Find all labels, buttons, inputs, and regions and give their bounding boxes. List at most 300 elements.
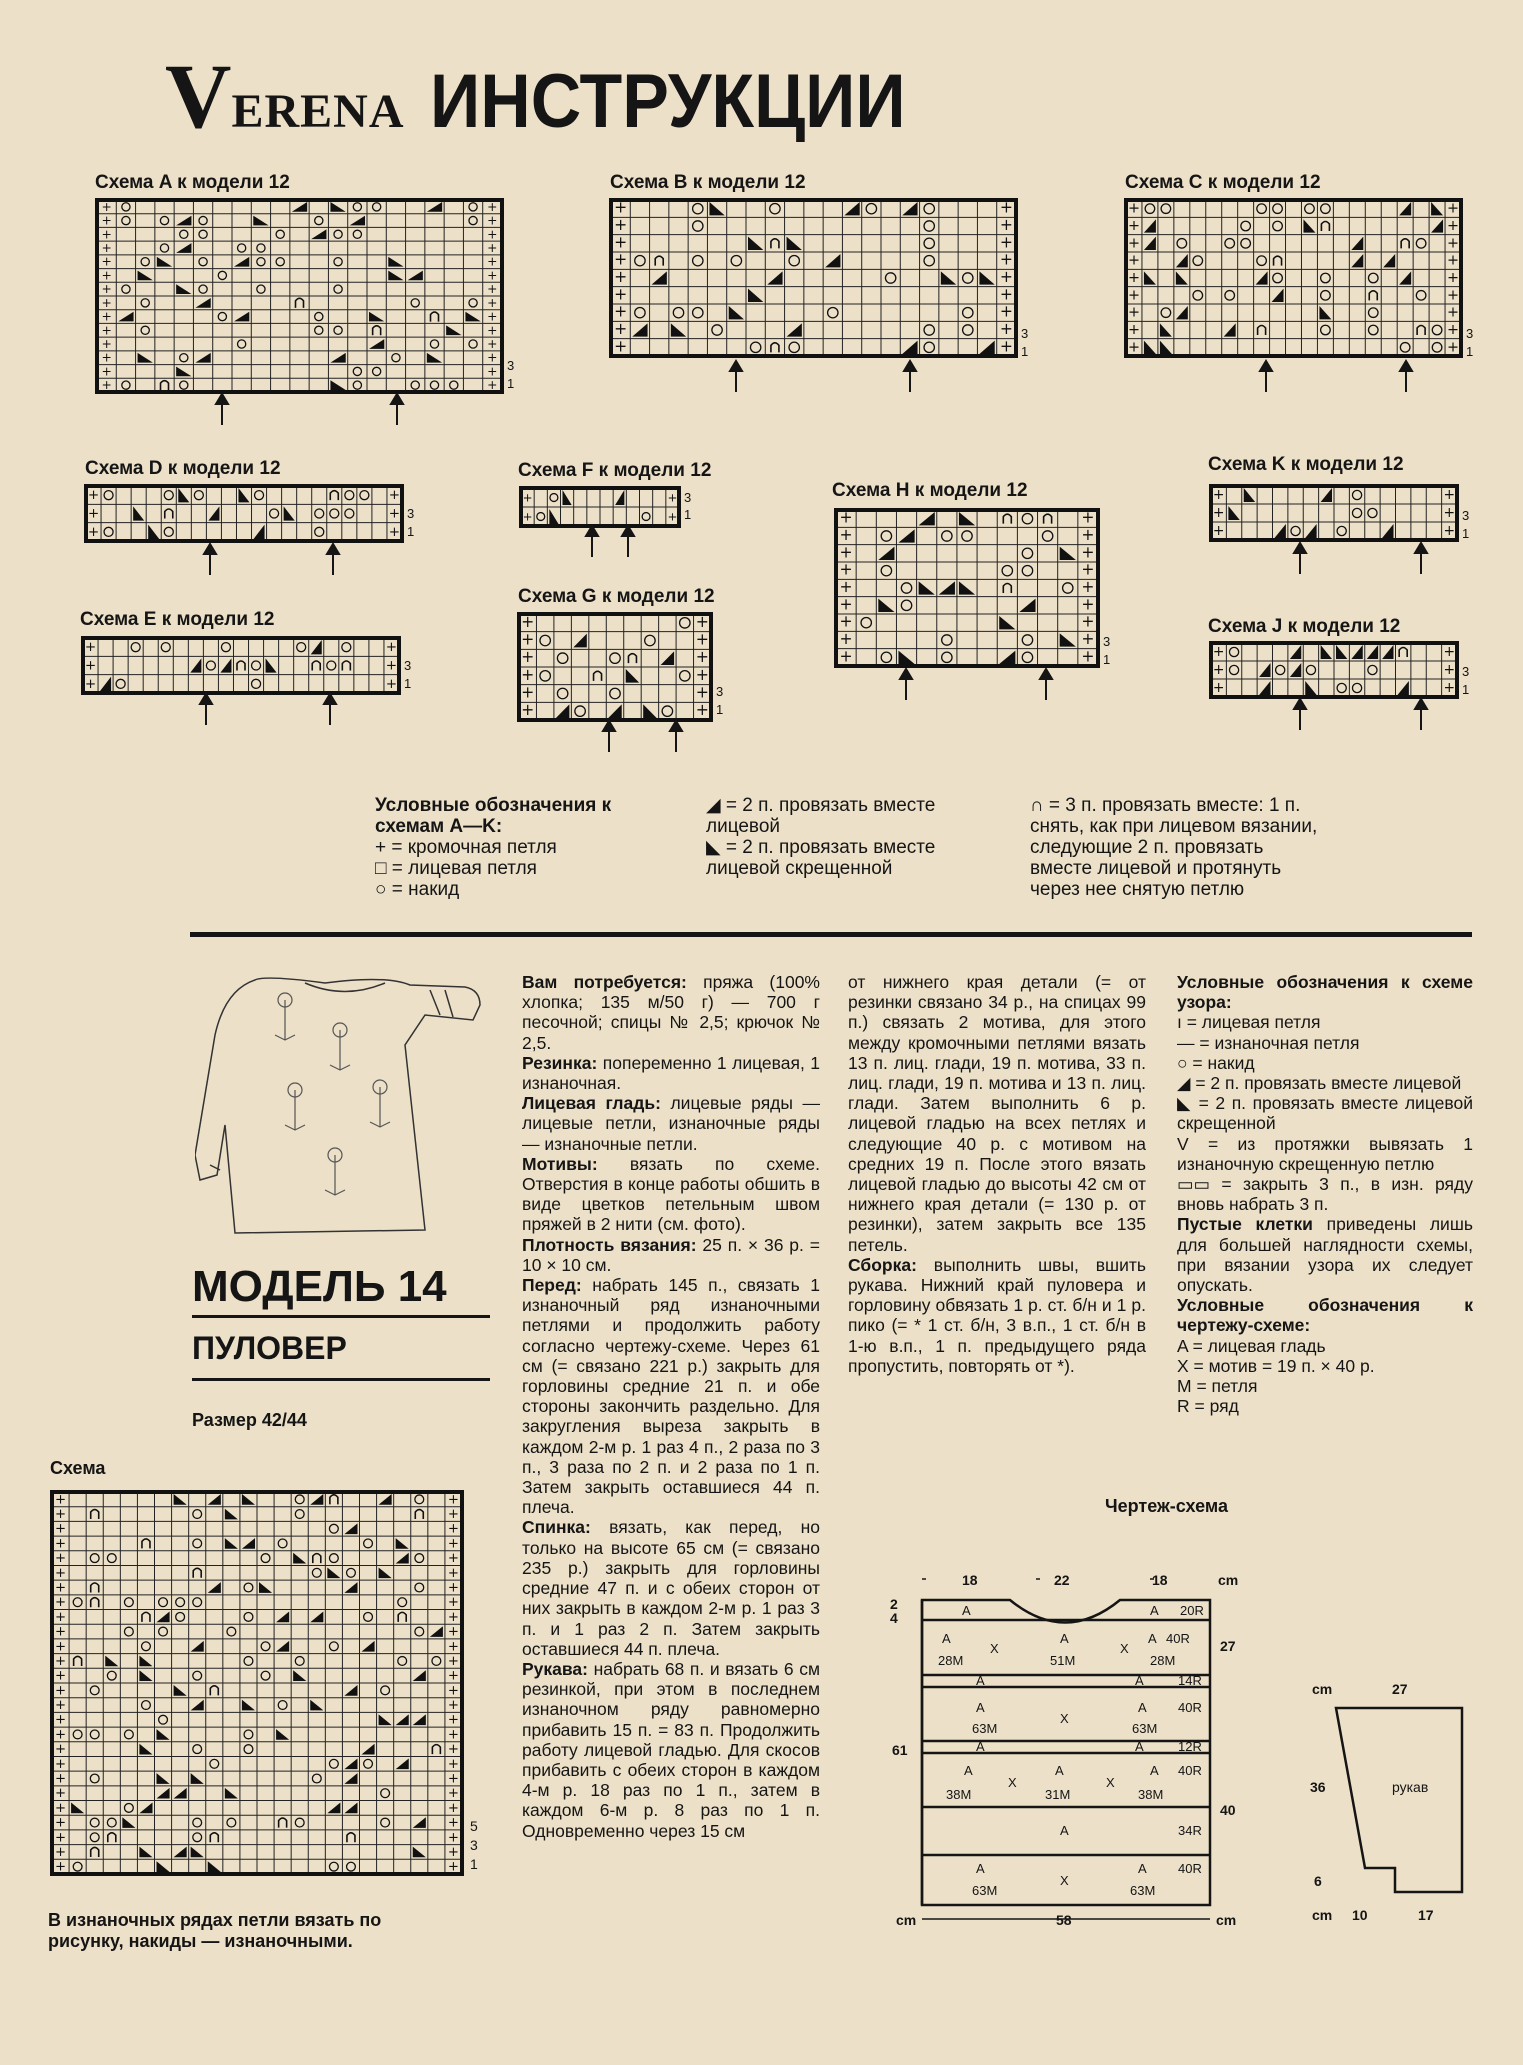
- svg-text:+: +: [55, 1492, 67, 1508]
- svg-text:+: +: [1212, 680, 1225, 696]
- svg-text:+: +: [447, 1536, 459, 1552]
- para-text: вязать по схеме. Отверстия в конце работы обшить в виде цветков петельным швом пряжей в 2 нити (см. фото).: [522, 1153, 820, 1235]
- svg-text:+: +: [614, 250, 628, 269]
- svg-text:+: +: [614, 302, 628, 321]
- drawing-label: A: [1060, 1631, 1069, 1646]
- drawing-label: A: [1060, 1823, 1069, 1838]
- paragraph: [1177, 1376, 1473, 1396]
- svg-text:+: +: [447, 1712, 459, 1728]
- paragraph: [1177, 1295, 1473, 1335]
- para-heading: Резинка:: [522, 1052, 598, 1073]
- svg-text:+: +: [695, 682, 709, 702]
- chart-title-a: Схема A к модели 12: [95, 172, 290, 193]
- row-label: 3: [1462, 508, 1470, 523]
- legend-ak: [375, 795, 675, 900]
- drawing-label: A: [1135, 1673, 1144, 1688]
- dim-right: 40: [1220, 1802, 1236, 1818]
- svg-text:+: +: [87, 487, 100, 504]
- schema-label: Схема: [50, 1458, 106, 1478]
- para-heading: Условные обозначения к чертежу-схеме:: [1177, 1295, 1473, 1336]
- svg-text:+: +: [1443, 662, 1456, 678]
- svg-text:+: +: [999, 233, 1013, 252]
- schema-note: В изнаночных рядах петли вязать по рисунку, накиды — изнаночными.: [48, 1910, 382, 1951]
- row-label: 3: [1466, 326, 1474, 341]
- svg-text:+: +: [1443, 487, 1456, 503]
- model-schema-chart: [52, 1492, 468, 1880]
- svg-text:+: +: [1447, 252, 1460, 269]
- svg-text:+: +: [614, 216, 628, 234]
- svg-text:+: +: [614, 198, 628, 217]
- drawing-label: A: [976, 1673, 985, 1688]
- svg-text:+: +: [55, 1521, 67, 1537]
- paragraph: [522, 1659, 820, 1841]
- svg-text:+: +: [667, 490, 678, 505]
- title-underline: [192, 1315, 490, 1318]
- drawing-label: A: [1150, 1763, 1159, 1778]
- svg-text:+: +: [1127, 270, 1140, 286]
- svg-text:+: +: [1081, 543, 1095, 562]
- chart-title-g: Схема G к модели 12: [518, 586, 715, 607]
- drawing-label: A: [964, 1763, 973, 1778]
- size-label: Размер 42/44: [192, 1410, 307, 1430]
- para-text: выполнить швы, вшить рукава. Нижний край пуловера и горловину обвязать 1 р. ст. б/н и 1 р. пико (= * 1 ст. б/н, 3 в.п., 1 ст. б/н в 1-ю в.п., 1 п. предыдущего ряда пропустить, повторять от *).: [848, 1254, 1146, 1376]
- svg-text:+: +: [1212, 505, 1225, 521]
- svg-text:+: +: [447, 1844, 459, 1860]
- svg-text:+: +: [55, 1683, 67, 1699]
- drawing-label: A: [1135, 1739, 1144, 1754]
- drawing-label: 28M: [1150, 1653, 1176, 1668]
- drawing-label: 63M: [1130, 1883, 1156, 1898]
- row-label: 1: [470, 1856, 478, 1872]
- svg-text:+: +: [55, 1712, 67, 1728]
- svg-text:+: +: [447, 1859, 459, 1875]
- svg-text:+: +: [999, 337, 1013, 356]
- drawing-label: 40R: [1166, 1631, 1190, 1646]
- svg-text:+: +: [614, 268, 628, 286]
- svg-text:+: +: [55, 1771, 67, 1787]
- svg-text:+: +: [101, 337, 112, 351]
- svg-text:+: +: [487, 268, 498, 283]
- svg-text:+: +: [87, 505, 100, 522]
- drawing-label: 63M: [972, 1721, 998, 1736]
- svg-text:+: +: [55, 1727, 67, 1743]
- pullover-title: ПУЛОВЕР: [192, 1330, 347, 1366]
- svg-text:+: +: [447, 1668, 459, 1684]
- row-label: 3: [407, 506, 415, 521]
- svg-text:+: +: [1212, 662, 1225, 678]
- drawing-label: A: [1150, 1603, 1159, 1618]
- paragraph: [522, 1053, 820, 1093]
- legend-item: ◣ = 2 п. провязать вместе лицевой скрещенной: [706, 837, 936, 879]
- svg-text:+: +: [101, 254, 112, 269]
- svg-text:+: +: [447, 1800, 459, 1816]
- row-label: 1: [1103, 652, 1111, 667]
- legend-item: ∩ = 3 п. провязать вместе: 1 п. снять, как при лицевом вязании, следующие 2 п. провязать вместе лицевой и протянуть через нее снятую петлю: [1030, 795, 1318, 900]
- svg-text:+: +: [385, 657, 398, 674]
- dim-left: 2: [890, 1596, 898, 1612]
- paragraph: [1177, 1336, 1473, 1356]
- paragraph: [848, 1255, 1146, 1376]
- svg-text:+: +: [839, 560, 853, 579]
- drawing-label: 12R: [1178, 1739, 1202, 1754]
- row-label: 3: [470, 1837, 478, 1853]
- para-text: набрать 68 п. и вязать 6 см резинкой, при этом в последнем изнаночном ряду равномерно прибавить 15 п. = 83 п. Продолжить работу лицевой гладью. Для скосов прибавить с обеих сторон в каждом 4-м р. 18 раз по 1 п., затем в каждом 6-м р. 8 раз по 1 п. Одновременно через 15 см: [522, 1658, 820, 1841]
- sleeve-unit: cm: [1312, 1681, 1333, 1697]
- svg-text:+: +: [839, 630, 853, 648]
- row-label: 1: [507, 376, 515, 391]
- svg-text:+: +: [521, 682, 535, 702]
- svg-text:+: +: [101, 213, 112, 228]
- drawing-label: 51M: [1050, 1653, 1076, 1668]
- svg-text:+: +: [839, 595, 853, 614]
- chart-title-h: Схема H к модели 12: [832, 480, 1028, 501]
- sleeve-unit: cm: [1312, 1907, 1333, 1923]
- legend-title: Условные обозначения к схемам A—K:: [375, 795, 612, 837]
- dim-left: 4: [890, 1610, 898, 1626]
- svg-text:+: +: [388, 523, 401, 540]
- row-label: 3: [507, 358, 515, 373]
- svg-text:+: +: [447, 1742, 459, 1758]
- svg-text:+: +: [84, 675, 97, 692]
- dim-unit: cm: [1216, 1912, 1237, 1928]
- svg-text:+: +: [1212, 523, 1225, 539]
- para-heading: Лицевая гладь:: [522, 1093, 661, 1114]
- legend-item: ◢ = 2 п. провязать вместе лицевой: [706, 795, 936, 837]
- svg-text:+: +: [487, 227, 498, 242]
- svg-text:+: +: [101, 350, 112, 365]
- svg-text:+: +: [487, 241, 498, 255]
- svg-text:+: +: [1447, 235, 1460, 252]
- svg-text:+: +: [521, 629, 535, 649]
- para-heading: Пустые клетки: [1177, 1214, 1313, 1235]
- svg-text:+: +: [1127, 322, 1140, 338]
- text-column-3: [1177, 972, 1473, 1416]
- svg-text:+: +: [385, 675, 398, 692]
- svg-text:+: +: [487, 337, 498, 351]
- drawing-label: A: [1148, 1631, 1157, 1646]
- svg-text:+: +: [999, 268, 1013, 286]
- svg-text:+: +: [487, 254, 498, 269]
- svg-text:+: +: [839, 647, 853, 666]
- svg-text:+: +: [1127, 252, 1140, 269]
- motif-arrows: [0, 0, 1523, 760]
- svg-text:+: +: [101, 378, 112, 393]
- row-label: 3: [1021, 326, 1029, 341]
- svg-text:+: +: [447, 1698, 459, 1714]
- paragraph: [522, 1093, 820, 1154]
- para-text: лицевые ряды — лицевые петли, изнаночные ряды — изнаночные петли.: [522, 1093, 820, 1154]
- page-title: ИНСТРУКЦИИ: [430, 59, 907, 144]
- drawing-label: 40R: [1178, 1861, 1202, 1876]
- sleeve-drawing: [1300, 1670, 1500, 1940]
- svg-text:+: +: [1127, 200, 1140, 217]
- drawing-label: 34R: [1178, 1823, 1202, 1838]
- svg-text:+: +: [447, 1830, 459, 1846]
- drawing-label: A: [1138, 1700, 1147, 1715]
- svg-text:+: +: [101, 323, 112, 338]
- legend-item: □ = лицевая петля: [375, 858, 537, 879]
- svg-text:+: +: [999, 285, 1013, 304]
- svg-text:+: +: [55, 1595, 67, 1611]
- svg-text:+: +: [101, 241, 112, 255]
- legend-ak-col2: [706, 795, 1006, 879]
- svg-text:+: +: [487, 378, 498, 393]
- svg-text:+: +: [447, 1786, 459, 1802]
- drawing-label: X: [1120, 1641, 1129, 1656]
- chart-title-f: Схема F к модели 12: [518, 460, 712, 481]
- para-text: ◢ = 2 п. провязать вместе лицевой: [1177, 1073, 1462, 1094]
- svg-text:+: +: [1081, 630, 1095, 648]
- row-label: 3: [404, 658, 412, 673]
- para-text: 25 п. × 36 р. = 10 × 10 см.: [522, 1234, 820, 1275]
- svg-text:+: +: [55, 1786, 67, 1802]
- para-text: от нижнего края детали (= от резинки связано 34 р., на спицах 99 п.) связать 2 мотива, для этого между кромочными петлями вязать 13 п. лиц. глади, 19 п. мотива, 33 п. лиц. глади, 19 п. мотива и 13 п. лиц. глади. Затем выполнить 6 р. лицевой гладью на всех петлях и следующие 40 р. с мотивом на средних 19 п. После этого вязать лицевой гладью до высоты 42 см от нижнего края детали (= 130 р. от резинки), затем закрыть все 135 петель.: [848, 972, 1146, 1255]
- subtitle-underline: [192, 1378, 490, 1381]
- text-column-2: [848, 972, 1146, 1376]
- svg-text:+: +: [447, 1551, 459, 1567]
- sleeve-dim: 10: [1352, 1907, 1368, 1923]
- svg-text:+: +: [55, 1653, 67, 1669]
- svg-text:+: +: [385, 639, 398, 656]
- para-text: X = мотив = 19 п. × 40 р.: [1177, 1355, 1375, 1376]
- row-label: 3: [684, 490, 692, 505]
- paragraph: [1177, 1033, 1473, 1053]
- section-divider: [190, 932, 1472, 937]
- dim-left: 61: [892, 1742, 908, 1758]
- drawing-label: 63M: [972, 1883, 998, 1898]
- svg-text:+: +: [667, 509, 678, 524]
- svg-text:+: +: [101, 309, 112, 324]
- svg-text:+: +: [447, 1653, 459, 1669]
- svg-text:+: +: [487, 323, 498, 338]
- svg-text:+: +: [839, 526, 853, 544]
- svg-text:+: +: [487, 213, 498, 228]
- paragraph: [1177, 1396, 1473, 1416]
- svg-text:+: +: [55, 1742, 67, 1758]
- para-text: вязать, как перед, но только на высоте 65 см (= связано 235 р.) закрыть для горловины средние 47 п. и с обеих сторон от них закрыть в каждом 2-м р. 1 раз 3 п. и 1 раз 2 п. Затем закрыть оставшиеся 44 п. плеча.: [522, 1517, 820, 1659]
- svg-text:+: +: [447, 1565, 459, 1581]
- svg-text:+: +: [55, 1756, 67, 1772]
- svg-text:+: +: [695, 700, 709, 720]
- svg-text:+: +: [101, 268, 112, 283]
- legend-ak-col3: [1030, 795, 1330, 900]
- svg-text:+: +: [839, 612, 853, 631]
- drawing-label: X: [990, 1641, 999, 1656]
- sleeve-label: рукав: [1392, 1779, 1429, 1795]
- drawing-label: 38M: [946, 1787, 972, 1802]
- paragraph: [1177, 1356, 1473, 1376]
- svg-text:+: +: [101, 364, 112, 379]
- paragraph: [522, 1154, 820, 1235]
- row-label: 3: [1462, 664, 1470, 679]
- svg-text:+: +: [388, 487, 401, 504]
- svg-text:+: +: [1443, 523, 1456, 539]
- drawing-label: 14R: [1178, 1673, 1202, 1688]
- svg-text:+: +: [87, 523, 100, 540]
- svg-text:+: +: [55, 1815, 67, 1831]
- paragraph: [1177, 1053, 1473, 1073]
- chart-title-k: Схема K к модели 12: [1208, 454, 1404, 475]
- drawing-label: A: [962, 1603, 971, 1618]
- svg-text:+: +: [999, 320, 1013, 338]
- svg-text:+: +: [1447, 304, 1460, 321]
- svg-text:+: +: [839, 578, 853, 596]
- svg-text:+: +: [1127, 218, 1140, 234]
- drawing-label: 31M: [1045, 1787, 1071, 1802]
- svg-text:+: +: [55, 1536, 67, 1552]
- drawing-label: A: [976, 1739, 985, 1754]
- model-title: МОДЕЛЬ 14: [192, 1262, 447, 1311]
- row-label: 1: [1462, 682, 1470, 697]
- svg-text:+: +: [487, 350, 498, 365]
- drawing-label: 63M: [1132, 1721, 1158, 1736]
- svg-text:+: +: [1447, 322, 1460, 338]
- legend-item: + = кромочная петля: [375, 837, 557, 858]
- drawing-label: 40R: [1178, 1763, 1202, 1778]
- drawing-label: 40R: [1178, 1700, 1202, 1715]
- pullover-illustration: [195, 975, 495, 1235]
- svg-text:+: +: [1447, 270, 1460, 286]
- svg-text:+: +: [1443, 644, 1456, 660]
- svg-text:+: +: [1127, 339, 1140, 356]
- svg-text:+: +: [695, 647, 709, 667]
- para-text: набрать 145 п., связать 1 изнаночный ряд изнаночными петлями и продолжить работу согласно чертежу-схеме. Через 61 см (= связано 221 р.) закрыть для горловины средние 21 п. и обе стороны закончить раздельно. Для закругления выреза закрыть в каждом 2-м р. 1 раз 4 п., 2 раза по 3 п., 3 раза по 2 п. и 2 раза по 1 п. Затем закрыть оставшиеся 44 п. плеча.: [522, 1275, 820, 1518]
- svg-text:+: +: [447, 1683, 459, 1699]
- row-label: 1: [1466, 344, 1474, 359]
- paragraph: [522, 972, 820, 1053]
- svg-text:+: +: [55, 1580, 67, 1596]
- svg-text:+: +: [1212, 487, 1225, 503]
- drawing-label: A: [976, 1861, 985, 1876]
- drawing-label: 20R: [1180, 1603, 1204, 1618]
- svg-text:+: +: [839, 508, 853, 527]
- svg-text:+: +: [447, 1580, 459, 1596]
- svg-text:+: +: [1081, 526, 1095, 544]
- svg-text:+: +: [487, 364, 498, 379]
- paragraph: [522, 1235, 820, 1275]
- svg-text:+: +: [447, 1624, 459, 1640]
- svg-text:+: +: [695, 664, 709, 684]
- chart-title-b: Схема B к модели 12: [610, 172, 806, 193]
- svg-text:+: +: [447, 1639, 459, 1655]
- para-text: попеременно 1 лицевая, 1 изнаночная.: [522, 1052, 820, 1094]
- svg-text:+: +: [447, 1507, 459, 1523]
- svg-text:+: +: [1447, 339, 1460, 356]
- svg-text:+: +: [614, 337, 628, 356]
- chart-title-c: Схема C к модели 12: [1125, 172, 1321, 193]
- svg-text:+: +: [999, 198, 1013, 217]
- dim-top: 22: [1054, 1572, 1070, 1588]
- para-heading: Сборка:: [848, 1254, 917, 1275]
- svg-text:+: +: [999, 250, 1013, 269]
- drawing-label: A: [1138, 1861, 1147, 1876]
- paragraph: [1177, 1174, 1473, 1214]
- drawing-label: X: [1060, 1873, 1069, 1888]
- svg-text:+: +: [388, 505, 401, 522]
- svg-text:+: +: [447, 1756, 459, 1772]
- svg-text:+: +: [101, 282, 112, 297]
- svg-text:+: +: [521, 664, 535, 684]
- svg-text:+: +: [1081, 508, 1095, 527]
- sleeve-height: 36: [1310, 1779, 1326, 1795]
- brand-name: ERENA: [231, 85, 405, 138]
- svg-text:+: +: [1443, 505, 1456, 521]
- svg-text:+: +: [1081, 595, 1095, 614]
- svg-text:+: +: [1081, 578, 1095, 596]
- svg-text:+: +: [695, 611, 709, 631]
- dim-right: 27: [1220, 1638, 1236, 1654]
- svg-text:+: +: [614, 233, 628, 252]
- brand-initial: V: [165, 45, 232, 147]
- row-label: 1: [1021, 344, 1029, 359]
- sleeve-dim: 17: [1418, 1907, 1434, 1923]
- para-text: приведены лишь для большей наглядности схемы, при вязании узора их следует опускать.: [1177, 1214, 1473, 1296]
- drawing-label: X: [1008, 1775, 1017, 1790]
- dim-bottom: 58: [1056, 1912, 1072, 1928]
- svg-text:+: +: [1127, 304, 1140, 321]
- paragraph: [522, 1275, 820, 1517]
- para-text: V = из протяжки вывязать 1 изнаночную скрещенную петлю: [1177, 1133, 1473, 1174]
- drawing-label: A: [976, 1700, 985, 1715]
- drawing-label: X: [1106, 1775, 1115, 1790]
- drawing-label: X: [1060, 1711, 1069, 1726]
- row-label: 1: [684, 507, 692, 522]
- para-heading: Рукава:: [522, 1658, 588, 1679]
- svg-text:+: +: [447, 1492, 459, 1508]
- svg-text:+: +: [614, 285, 628, 304]
- para-heading: Спинка:: [522, 1517, 591, 1538]
- svg-text:+: +: [1081, 560, 1095, 579]
- svg-text:+: +: [84, 657, 97, 674]
- body-drawing: [880, 1565, 1260, 1935]
- drawing-label: 28M: [938, 1653, 964, 1668]
- text-column-1: [522, 972, 820, 1841]
- para-text: ▭▭ = закрыть 3 п., в изн. ряду вновь набрать 3 п.: [1177, 1174, 1473, 1215]
- chart-title-j: Схема J к модели 12: [1208, 616, 1401, 637]
- para-text: пряжа (100% хлопка; 135 м/50 г) — 700 г песочной; спицы № 2,5; крючок № 2,5.: [522, 972, 820, 1053]
- para-heading: Условные обозначения к схеме узора:: [1177, 972, 1473, 1013]
- para-text: R = ряд: [1177, 1396, 1239, 1417]
- row-label: 1: [404, 676, 412, 691]
- svg-text:+: +: [1212, 644, 1225, 660]
- row-label: 1: [1462, 526, 1470, 541]
- svg-text:+: +: [1127, 235, 1140, 252]
- svg-text:+: +: [55, 1800, 67, 1816]
- svg-text:+: +: [695, 629, 709, 649]
- legend-item: ○ = накид: [375, 879, 460, 900]
- para-text: M = петля: [1177, 1376, 1258, 1397]
- svg-text:+: +: [999, 216, 1013, 234]
- svg-text:+: +: [1443, 680, 1456, 696]
- row-label: 1: [407, 524, 415, 539]
- svg-text:+: +: [447, 1521, 459, 1537]
- svg-text:+: +: [55, 1639, 67, 1655]
- svg-text:+: +: [101, 199, 112, 214]
- para-text: — = изнаночная петля: [1177, 1032, 1360, 1053]
- para-heading: Мотивы:: [522, 1153, 598, 1174]
- paragraph: [1177, 1012, 1473, 1032]
- para-text: A = лицевая гладь: [1177, 1335, 1326, 1356]
- svg-text:+: +: [999, 302, 1013, 321]
- row-label: 3: [716, 684, 724, 699]
- svg-text:+: +: [1447, 200, 1460, 217]
- svg-text:+: +: [101, 227, 112, 242]
- svg-text:+: +: [487, 295, 498, 310]
- para-text: ı = лицевая петля: [1177, 1012, 1321, 1033]
- svg-text:+: +: [55, 1507, 67, 1523]
- row-label: 3: [1103, 634, 1111, 649]
- sleeve-width: 27: [1392, 1681, 1408, 1697]
